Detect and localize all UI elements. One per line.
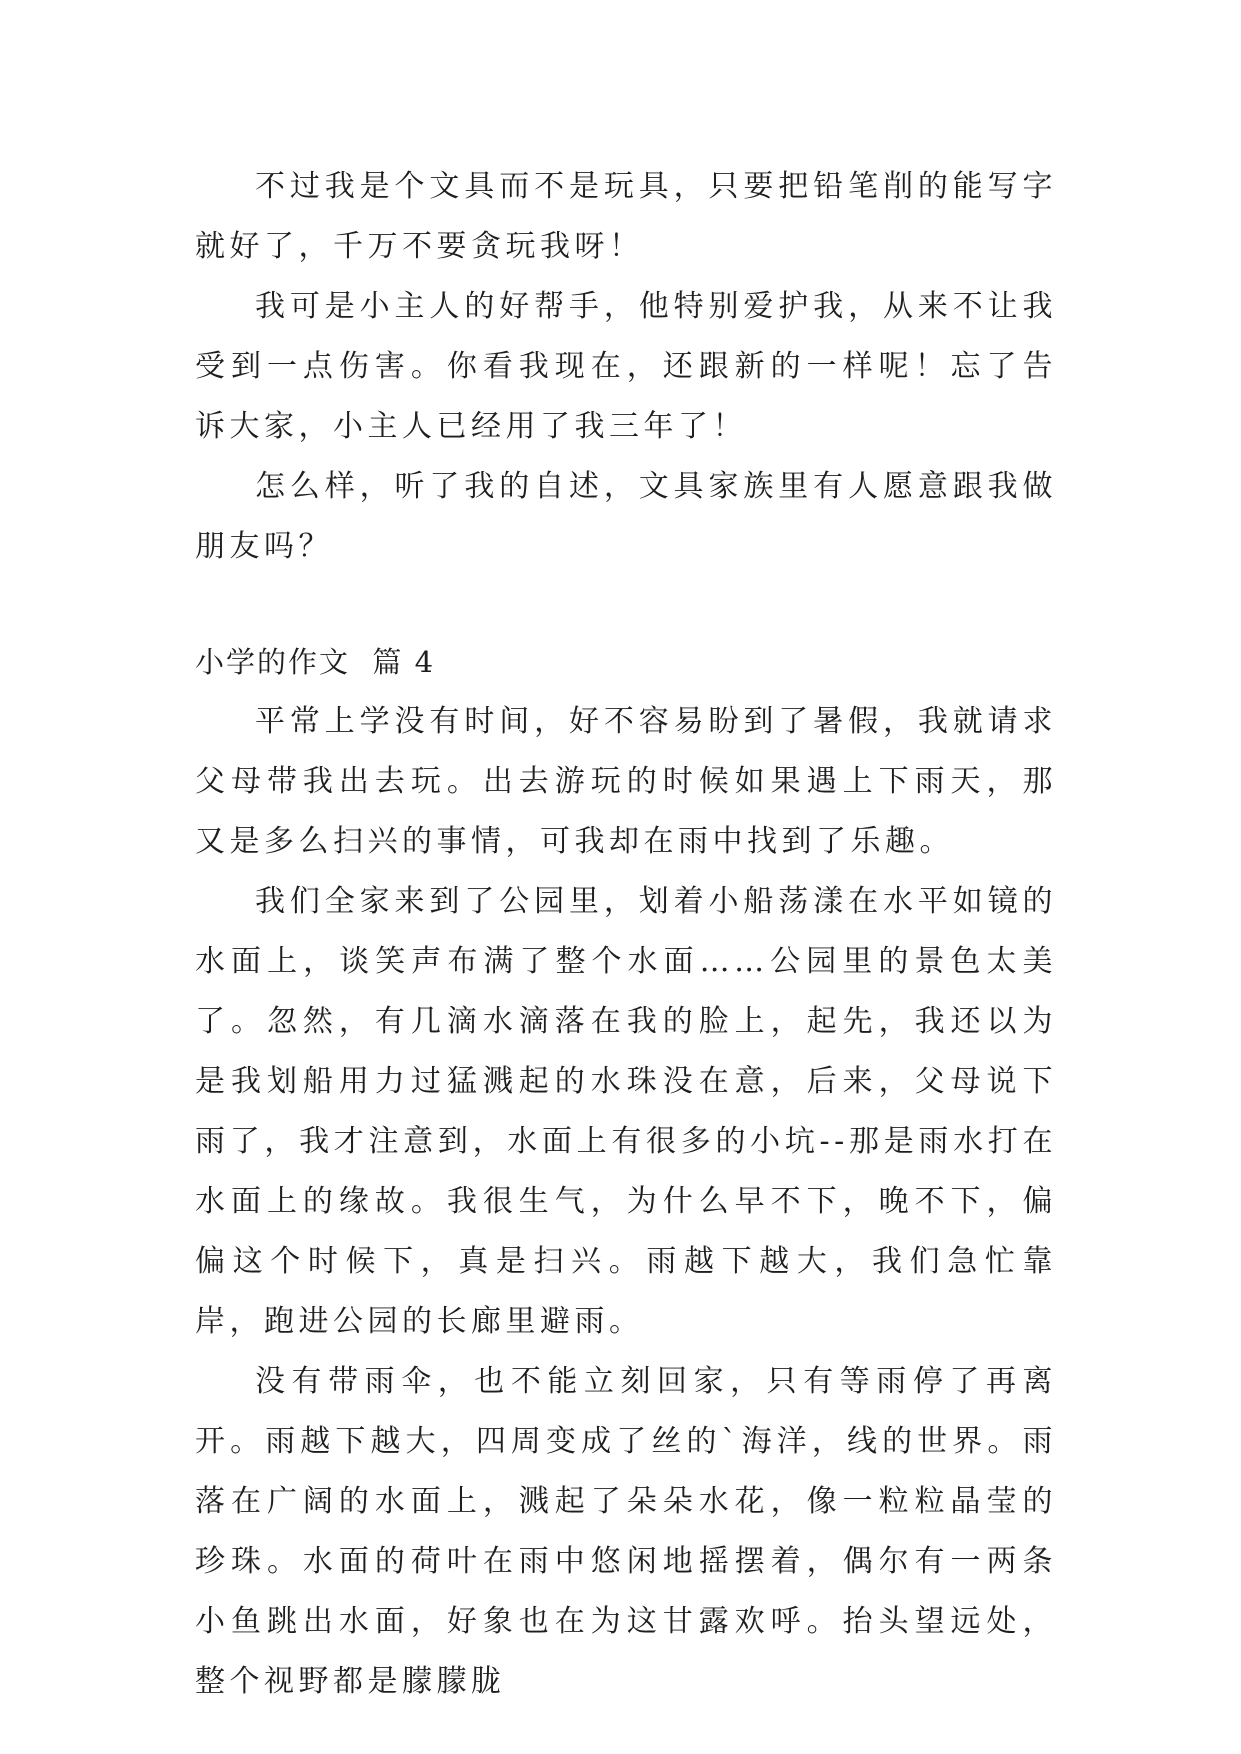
paragraph: 没有带雨伞，也不能立刻回家，只有等雨停了再离开。雨越下越大，四周变成了丝的`海洋，线的世界。雨落在广阔的水面上，溅起了朵朵水花，像一粒粒晶莹的珍珠。水面的荷叶在雨中悠闲地摇摆着，偶尔有一两条小鱼跳出水面，好象也在为这甘露欢呼。抬头望远处，整个视野都是朦朦胧 [195,1364,1057,1699]
paragraph: 我可是小主人的好帮手，他特别爱护我，从来不让我受到一点伤害。你看我现在，还跟新的一样呢！忘了告诉大家，小主人已经用了我三年了！ [195,289,1057,444]
paragraph: 我们全家来到了公园里，划着小船荡漾在水平如镜的水面上，谈笑声布满了整个水面……公园里的景色太美了。忽然，有几滴水滴落在我的脸上，起先，我还以为是我划船用力过猛溅起的水珠没在意，后来，父母说下雨了，我才注意到，水面上有很多的小坑--那是雨水打在水面上的缘故。我很生气，为什么早不下，晚不下，偏偏这个时候下，真是扫兴。雨越下越大，我们急忙靠岸，跑进公园的长廊里避雨。 [195,884,1057,1339]
paragraph: 怎么样，听了我的自述，文具家族里有人愿意跟我做朋友吗？ [195,469,1057,564]
section-heading: 小学的作文 篇 4 [195,645,436,679]
paragraph: 不过我是个文具而不是玩具，只要把铅笔削的能写字就好了，千万不要贪玩我呀！ [195,169,1057,264]
document-body [195,157,1057,1712]
paragraph: 平常上学没有时间，好不容易盼到了暑假，我就请求父母带我出去玩。出去游玩的时候如果遇上下雨天，那又是多么扫兴的事情，可我却在雨中找到了乐趣。 [195,704,1057,859]
